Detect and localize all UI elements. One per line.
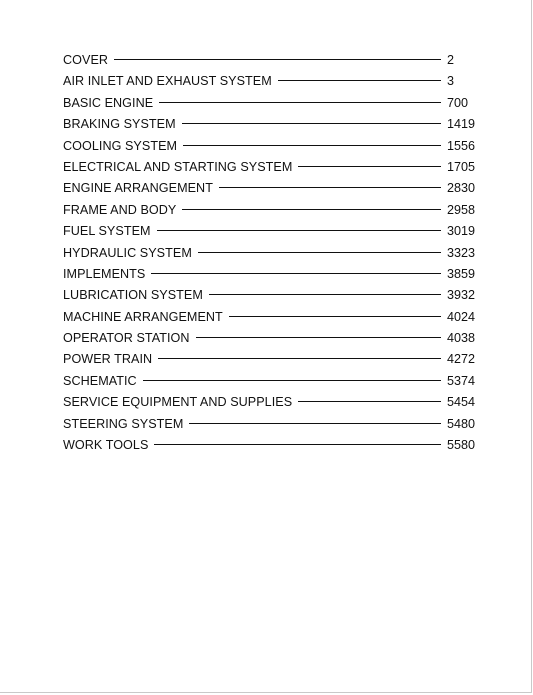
toc-entry-page: 5580 — [447, 438, 476, 453]
toc-leader-line — [229, 316, 441, 317]
toc-entry-title: STEERING SYSTEM — [63, 416, 184, 431]
toc-leader-line — [151, 273, 441, 274]
toc-entry-page: 1556 — [447, 138, 476, 153]
toc-entry-title: SERVICE EQUIPMENT AND SUPPLIES — [63, 395, 293, 410]
toc-entry-page: 2958 — [447, 202, 476, 217]
toc-entry[interactable] — [63, 349, 477, 370]
toc-entry[interactable] — [63, 71, 477, 92]
toc-entry-title: ENGINE ARRANGEMENT — [63, 181, 213, 196]
toc-entry-title: BRAKING SYSTEM — [63, 117, 176, 132]
toc-leader-line — [182, 123, 441, 124]
toc-leader-line — [143, 380, 441, 381]
table-of-contents — [63, 50, 477, 456]
toc-entry-title: AIR INLET AND EXHAUST SYSTEM — [63, 74, 272, 89]
toc-entry[interactable] — [63, 221, 477, 242]
toc-entry-title: LUBRICATION SYSTEM — [63, 288, 203, 303]
toc-entry[interactable] — [63, 114, 477, 135]
toc-entry-page: 5454 — [447, 395, 476, 410]
toc-entry-title: OPERATOR STATION — [63, 331, 190, 346]
toc-entry-page: 5480 — [447, 416, 476, 431]
toc-leader-line — [182, 209, 441, 210]
toc-entry-title: FUEL SYSTEM — [63, 224, 151, 239]
toc-leader-line — [298, 401, 441, 402]
toc-entry[interactable] — [63, 307, 477, 328]
toc-entry[interactable] — [63, 157, 477, 178]
toc-entry-title: FRAME AND BODY — [63, 202, 177, 217]
toc-entry[interactable] — [63, 136, 477, 157]
toc-entry-title: BASIC ENGINE — [63, 95, 154, 110]
toc-leader-line — [157, 230, 441, 231]
toc-entry-page: 3859 — [447, 266, 476, 281]
toc-entry-page: 2 — [447, 53, 455, 67]
toc-entry[interactable] — [63, 178, 477, 199]
toc-entry[interactable] — [63, 371, 477, 392]
toc-entry[interactable] — [63, 328, 477, 349]
toc-entry-page: 1705 — [447, 159, 476, 174]
toc-entry-page: 4038 — [447, 331, 476, 346]
toc-entry-page: 4024 — [447, 309, 476, 324]
toc-entry-title: ELECTRICAL AND STARTING SYSTEM — [63, 159, 293, 174]
toc-entry-page: 2830 — [447, 181, 476, 196]
toc-leader-line — [114, 59, 441, 60]
toc-entry[interactable] — [63, 392, 477, 413]
toc-entry-title: MACHINE ARRANGEMENT — [63, 309, 223, 324]
toc-entry-page: 3323 — [447, 245, 476, 260]
toc-entry[interactable] — [63, 264, 477, 285]
toc-leader-line — [154, 444, 441, 445]
toc-leader-line — [159, 102, 441, 103]
toc-entry-title: COOLING SYSTEM — [63, 138, 178, 153]
toc-entry-title: IMPLEMENTS — [63, 266, 146, 281]
toc-entry[interactable] — [63, 93, 477, 114]
toc-leader-line — [196, 337, 441, 338]
toc-entry-page: 3019 — [447, 224, 476, 239]
toc-entry-page: 4272 — [447, 352, 476, 367]
toc-entry-page: 5374 — [447, 373, 476, 388]
toc-entry-page: 3 — [447, 74, 455, 89]
toc-entry[interactable] — [63, 200, 477, 221]
toc-entry-page: 3932 — [447, 288, 476, 303]
toc-entry-title: COVER — [63, 53, 109, 67]
toc-entry[interactable] — [63, 414, 477, 435]
toc-entry-title: WORK TOOLS — [63, 438, 149, 453]
toc-leader-line — [189, 423, 441, 424]
toc-entry[interactable] — [63, 243, 477, 264]
toc-entry-title: HYDRAULIC SYSTEM — [63, 245, 192, 260]
toc-leader-line — [198, 252, 441, 253]
toc-leader-line — [278, 80, 441, 81]
toc-leader-line — [298, 166, 441, 167]
toc-leader-line — [158, 358, 441, 359]
toc-leader-line — [209, 294, 441, 295]
toc-leader-line — [183, 145, 441, 146]
toc-entry-page: 700 — [447, 95, 469, 110]
toc-entry[interactable] — [63, 435, 477, 456]
toc-entry[interactable] — [63, 285, 477, 306]
toc-leader-line — [219, 187, 441, 188]
toc-entry[interactable] — [63, 50, 477, 71]
toc-entry-title: POWER TRAIN — [63, 352, 153, 367]
toc-entry-title: SCHEMATIC — [63, 373, 137, 388]
toc-entry-page: 1419 — [447, 117, 476, 132]
